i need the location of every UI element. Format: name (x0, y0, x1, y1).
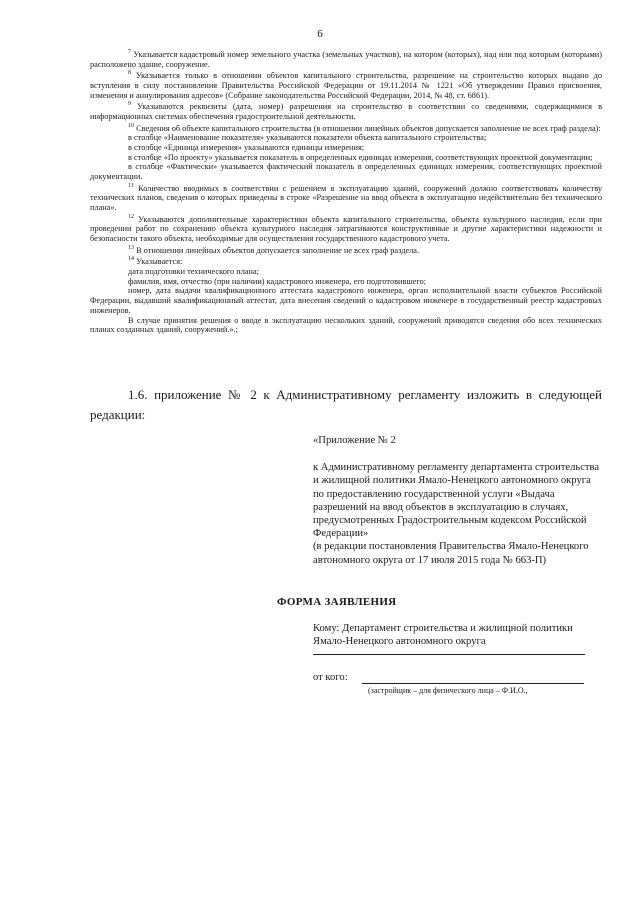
annex-title: «Приложение № 2 (313, 435, 396, 446)
footnote-14-item: дата подготовки технического плана; (128, 266, 259, 276)
recipient-underline (313, 654, 585, 655)
footnote-11: $^{11}$ Количество вводимых в соответствии с решением в эксплуатацию зданий, сооружений должно соответствовать количеству технических планов, сведения о которых приведены в строке «Разрешение на ввод объекта в эксплуатацию недействительно без технического плана». (90, 182, 602, 213)
applicant-field-hint: (застройщик – для физического лица – Ф.И.О., (368, 686, 528, 695)
footnote-10: $^{10}$ Сведения об объекте капитального строительства (в отношении линейных объектов допускается заполнение не всех граф раздела): (128, 122, 601, 133)
footnote-7: $^7$ Указывается кадастровый номер земельного участка (земельных участков), на котором (которых), над или под которым (которыми) расположено здание, сооружение. (90, 49, 602, 69)
annex-body: к Административному регламенту департамента строительства и жилищной политики Ямало-Ненецкого автономного округа по предоставлению государственной услуги «Выдача разрешений на ввод объектов в эксплуатацию в случаях, предусмотренных Градостроительным кодексом Российской Федерации» (313, 462, 600, 540)
footnote-14-item: В случае принятия решения о вводе в эксплуатацию нескольких зданий, сооружений приводятся сведения обо всех технических планах созданных зданий, сооружений.».; (90, 315, 602, 335)
footnote-14-item: номер, дата выдачи квалификационного аттестата кадастрового инженера, орган исполнительной власти субъектов Российской Федерации, выдавший квалификационный аттестат, дата внесения сведений о кадастровом инженере в государственный реестр кадастровых инженеров. (90, 286, 602, 315)
footnote-14-item: фамилия, имя, отчество (при наличии) кадастрового инженера, его подготовившего; (128, 276, 427, 286)
footnote-10-item: в столбце «Фактически» указывается фактический показатель в определенных единицах измерения, соответствующих проектной документации. (90, 162, 602, 182)
footnote-8: $^8$ Указывается только в отношении объектов капитального строительства, разрешение на строительство которых выдано до вступления в силу постановления Правительства Российской Федерации от 19.11.2014 № 1221 «Об утверждении Правил присвоения, изменения и аннулирования адресов» (Собрание законодательства Российской Федерации, 2014, № 48, ст. 6861). (90, 70, 602, 100)
footnote-10-item: в столбце «По проекту» указывается показатель в определенных единицах измерения, соответствующих проектной документации; (128, 152, 593, 162)
annex-header (313, 434, 603, 567)
footnote-10-item: в столбце «Единица измерения» указываются единицы измерения; (128, 142, 365, 152)
footnote-12: $^{12}$ Указываются дополнительные характеристики объекта капитального строительства, объекта культурного наследия, если при проведении работ по сохранению объекта культурного наследия затрагиваются конструктивные и другие характеристики надежности и безопасности такого объекта, необходимые для осуществления государственного кадастрового учета. (90, 213, 602, 244)
footnote-9: $^9$ Указываются реквизиты (дата, номер) разрешения на строительство в соответствии со сведениями, содержащимися в информационных системах обеспечения градостроительной деятельности. (90, 101, 602, 121)
recipient-block (313, 622, 603, 648)
footnotes (90, 48, 602, 335)
footnote-14: $^{14}$ Указывается: (128, 256, 183, 267)
annex-edition: (в редакции постановления Правительства Ямало-Ненецкого автономного округа от 17 июля 2015 года № 663-П) (313, 541, 589, 566)
footnote-10-item: в столбце «Наименование показателя» указываются показатели объекта капитального строительства; (128, 133, 487, 143)
form-title: ФОРМА ЗАЯВЛЕНИЯ (277, 596, 397, 608)
from-label: от кого: (313, 672, 348, 683)
page-number: 6 (317, 28, 323, 40)
amendment-paragraph: 1.6. приложение № 2 к Административному регламенту изложить в следующей редакции: (90, 387, 602, 422)
recipient-text: Кому: Департамент строительства и жилищной политики Ямало-Ненецкого автономного округа (313, 623, 573, 648)
applicant-field-line (362, 683, 584, 684)
footnote-13: $^{13}$ В отношении линейных объектов допускается заполнение не всех граф раздела. (128, 244, 420, 255)
